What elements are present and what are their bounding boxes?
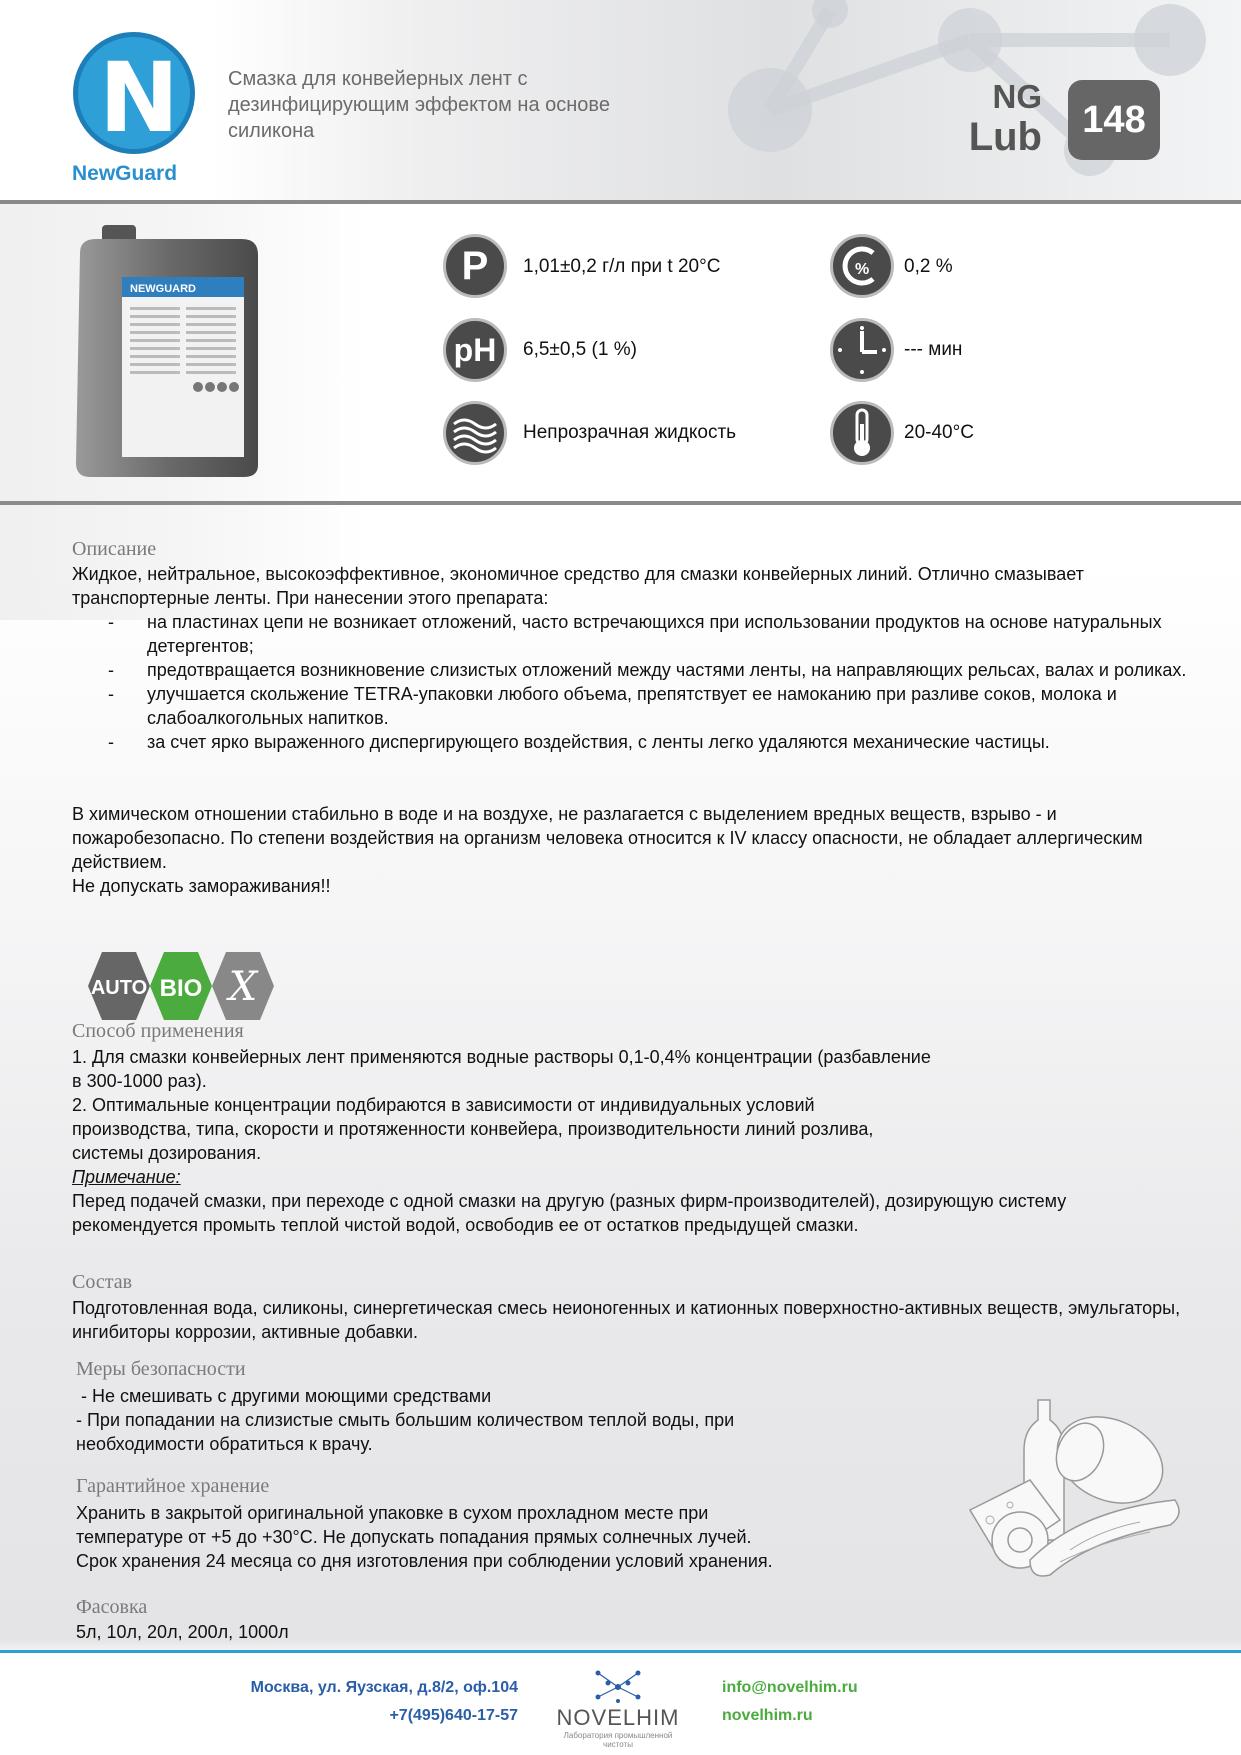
spec-appearance: Непрозрачная жидкость: [523, 422, 737, 443]
usage-line-5: системы дозирования.: [72, 1143, 262, 1163]
description-intro: Жидкое, нейтральное, высокоэффективное, экономичное средство для смазки конвейерных линий. Отлично смазывает транспортерные ленты. При нанесении этого препарата:: [72, 564, 1084, 608]
canister-label: NEWGUARD: [130, 283, 196, 295]
spec-density: 1,01±0,2 г/л при t 20°C: [523, 256, 721, 277]
svg-text:AUTO: AUTO: [90, 977, 148, 999]
food-illustration-icon: [960, 1390, 1185, 1580]
list-item: - за счет ярко выраженного диспергирующего воздействия, с ленты легко удаляются механические частицы.: [108, 732, 1050, 752]
usage-line-2: в 300-1000 раз).: [72, 1071, 207, 1091]
footer-website-link[interactable]: novelhim.ru: [722, 1707, 813, 1724]
footer-address: Москва, ул. Яузская, д.8/2, оф.104: [250, 1679, 518, 1696]
density-icon: P: [443, 234, 507, 298]
usage-line-3: 2. Оптимальные концентрации подбираются в зависимости от индивидуальных условий: [72, 1095, 815, 1115]
spec-concentration: 0,2 %: [904, 256, 953, 277]
newguard-logo: [70, 32, 200, 192]
description-warning: Не допускать замораживания!!: [72, 876, 331, 896]
packaging-text: 5л, 10л, 20л, 200л, 1000л: [76, 1622, 289, 1642]
list-item: - улучшается скольжение TETRA-упаковки любого объема, препятствует ее намоканию при разливе соков, молока и слабоалкогольных напитков.: [108, 684, 1117, 728]
product-code-bottom: Lub: [968, 115, 1042, 159]
footer: [0, 1653, 1241, 1755]
usage-note-label: Примечание:: [72, 1167, 181, 1187]
usage-line-1: 1. Для смазки конвейерных лент применяются водные растворы 0,1-0,4% концентрации (разбавление: [72, 1047, 931, 1067]
footer-brand: NOVELHIM: [556, 1705, 680, 1730]
svg-text:BIO: BIO: [159, 975, 203, 1002]
footer-phone[interactable]: +7(495)640-17-57: [389, 1707, 518, 1724]
logo-letter: N: [98, 42, 180, 154]
logo-brand-name: NewGuard: [72, 162, 178, 185]
list-item: - предотвращается возникновение слизистых отложений между частями ленты, на направляющих рельсах, валах и роликах.: [108, 660, 1187, 680]
usage-note: Перед подачей смазки, при переходе с одной смазки на другую (разных фирм-производителей), дозирующую систему рекомендуется промыть теплой чистой водой, освободив ее от остатков предыдущей смазки.: [72, 1191, 1067, 1235]
spec-time: --- мин: [904, 339, 963, 360]
storage-title: Гарантийное хранение: [76, 1475, 270, 1497]
composition-text: Подготовленная вода, силиконы, синергетическая смесь неионогенных и катионных поверхностно-активных веществ, эмульгаторы, ингибиторы коррозии, активные добавки.: [72, 1298, 1181, 1342]
description-bullets: [72, 610, 1192, 754]
usage-title: Способ применения: [72, 1020, 244, 1042]
packaging-title: Фасовка: [76, 1596, 148, 1618]
product-subtitle: Смазка для конвейерных лент с дезинфицирующим эффектом на основе силикона: [228, 68, 610, 142]
safety-line-3: необходимости обратиться к врачу.: [76, 1434, 373, 1454]
thermometer-icon: [830, 401, 894, 465]
list-item: - на пластинах цепи не возникает отложений, часто встречающихся при использовании продуктов на основе натуральных детергентов;: [108, 612, 1162, 656]
svg-text:X: X: [228, 964, 258, 1010]
spec-ph: 6,5±0,5 (1 %): [523, 339, 637, 360]
logo-circle: [73, 32, 195, 154]
spec-temperature: 20-40°C: [904, 422, 974, 443]
header-divider: [0, 200, 1241, 204]
svg-text:%: %: [855, 261, 870, 278]
safety-line-2: - При попадании на слизистые смыть большим количеством теплой воды, при: [76, 1410, 735, 1430]
percent-icon: [830, 234, 894, 298]
description-paragraph: В химическом отношении стабильно в воде и на воздухе, не разлагается с выделением вредных веществ, взрыво - и пожаробезопасно. По степени воздействия на организм человека относится к IV классу опасности, не обладает аллергическим действием.: [72, 804, 1143, 872]
header: [0, 0, 1241, 203]
clock-icon: [830, 318, 894, 382]
safety-line-1: - Не смешивать с другими моющими средствами: [76, 1386, 492, 1406]
description-title: Описание: [72, 538, 157, 560]
specs-divider: [0, 501, 1241, 505]
composition-title: Состав: [72, 1271, 133, 1293]
footer-tagline: Лаборатория промышленной чистоты: [563, 1731, 673, 1749]
product-number-badge: 148: [1068, 80, 1160, 160]
product-code-top: NG: [992, 78, 1042, 115]
ph-icon: pH: [443, 318, 507, 382]
canister-image: [72, 225, 262, 478]
storage-line-2: температуре от +5 до +30°С. Не допускать попадания прямых солнечных лучей.: [76, 1527, 752, 1547]
footer-email-link[interactable]: info@novelhim.ru: [722, 1679, 858, 1696]
safety-title: Меры безопасности: [76, 1358, 246, 1380]
liquid-icon: [443, 401, 507, 465]
storage-line-1: Хранить в закрытой оригинальной упаковке в сухом прохладном месте при: [76, 1503, 709, 1523]
certification-badges: [88, 950, 278, 1022]
storage-line-3: Срок хранения 24 месяца со дня изготовления при соблюдении условий хранения.: [76, 1551, 773, 1571]
novelhim-logo-icon: [553, 1667, 683, 1707]
usage-line-4: производства, типа, скорости и протяженности конвейера, производительности линий розлива,: [72, 1119, 874, 1139]
